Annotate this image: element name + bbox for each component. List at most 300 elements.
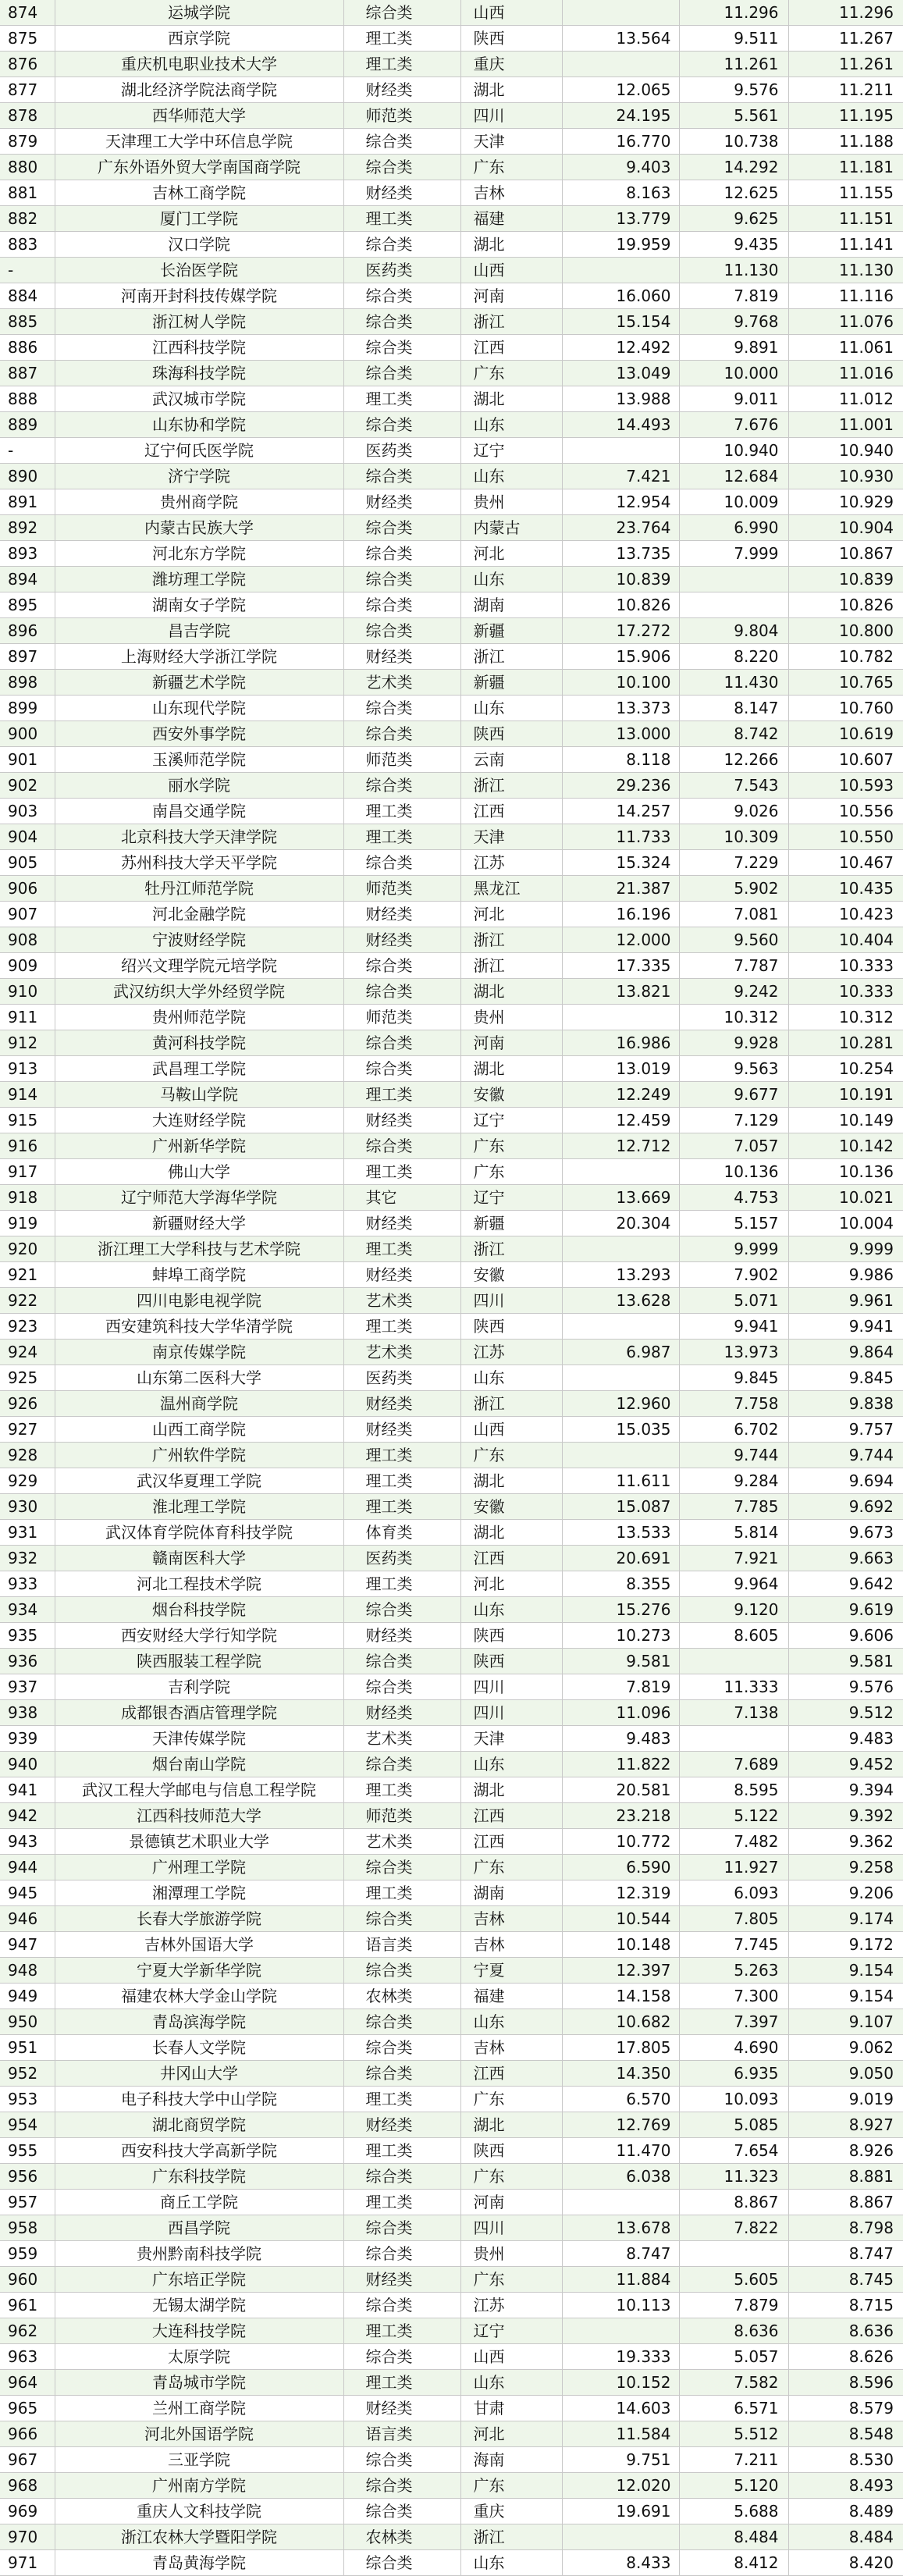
school-type-cell: 综合类 [343,155,460,180]
table-row [0,386,903,412]
school-name-cell: 贵州黔南科技学院 [55,2241,343,2267]
score-2-cell: 11.130 [679,258,788,283]
score-2-cell: 9.804 [679,618,788,644]
province-cell: 福建 [460,206,562,232]
table-row [0,1649,903,1674]
total-score-cell: 9.581 [788,1649,903,1674]
score-2-cell: 8.742 [679,721,788,747]
table-row [0,1005,903,1030]
rank-cell: 885 [0,309,55,335]
score-1-cell: 10.100 [562,670,679,696]
province-cell: 辽宁 [460,1108,562,1133]
rank-cell: 896 [0,618,55,644]
school-name-cell: 三亚学院 [55,2447,343,2473]
table-row [0,1468,903,1494]
province-cell: 浙江 [460,927,562,953]
school-name-cell: 河北外国语学院 [55,2421,343,2447]
school-name-cell: 广东外语外贸大学南国商学院 [55,155,343,180]
school-type-cell: 综合类 [343,2344,460,2370]
score-1-cell: 12.249 [562,1082,679,1108]
score-1-cell: 20.691 [562,1546,679,1571]
province-cell: 宁夏 [460,1958,562,1984]
rank-cell: 914 [0,1082,55,1108]
province-cell: 陕西 [460,1314,562,1340]
school-type-cell: 理工类 [343,26,460,52]
table-row [0,1520,903,1546]
province-cell: 湖北 [460,1056,562,1082]
total-score-cell: 11.296 [788,0,903,26]
school-type-cell: 财经类 [343,2396,460,2421]
school-type-cell: 财经类 [343,1108,460,1133]
total-score-cell: 10.142 [788,1133,903,1159]
rank-cell: 930 [0,1494,55,1520]
rank-cell: 935 [0,1623,55,1649]
score-2-cell: 6.702 [679,1417,788,1443]
province-cell: 江西 [460,1546,562,1571]
table-row [0,1958,903,1984]
school-type-cell: 理工类 [343,1314,460,1340]
table-row [0,1288,903,1314]
rank-cell: 936 [0,1649,55,1674]
school-name-cell: 北京科技大学天津学院 [55,824,343,850]
score-2-cell: 10.940 [679,438,788,464]
table-row [0,592,903,618]
province-cell: 福建 [460,1984,562,2009]
total-score-cell: 10.930 [788,464,903,489]
province-cell: 浙江 [460,309,562,335]
rank-cell: 921 [0,1262,55,1288]
school-type-cell: 医药类 [343,1365,460,1391]
total-score-cell: 8.579 [788,2396,903,2421]
school-name-cell: 商丘工学院 [55,2190,343,2215]
total-score-cell: 10.765 [788,670,903,696]
score-1-cell: 13.049 [562,361,679,386]
school-type-cell: 理工类 [343,206,460,232]
school-type-cell: 综合类 [343,1030,460,1056]
school-type-cell: 综合类 [343,0,460,26]
score-1-cell: 12.712 [562,1133,679,1159]
score-1-cell [562,2190,679,2215]
rank-cell: 922 [0,1288,55,1314]
table-row [0,1159,903,1185]
school-type-cell: 综合类 [343,1958,460,1984]
score-1-cell: 15.035 [562,1417,679,1443]
rank-cell: 879 [0,129,55,155]
score-1-cell: 13.669 [562,1185,679,1211]
score-2-cell: 11.296 [679,0,788,26]
total-score-cell: 9.961 [788,1288,903,1314]
province-cell: 四川 [460,2215,562,2241]
province-cell: 山东 [460,1365,562,1391]
school-name-cell: 绍兴文理学院元培学院 [55,953,343,979]
score-1-cell: 11.096 [562,1700,679,1726]
score-2-cell: 7.482 [679,1829,788,1855]
school-type-cell: 综合类 [343,2241,460,2267]
province-cell: 江西 [460,799,562,824]
table-row [0,1185,903,1211]
province-cell: 辽宁 [460,438,562,464]
table-row [0,155,903,180]
school-name-cell: 武汉纺织大学外经贸学院 [55,979,343,1005]
total-score-cell: 10.149 [788,1108,903,1133]
table-row [0,1082,903,1108]
school-type-cell: 综合类 [343,2215,460,2241]
score-2-cell: 8.412 [679,2550,788,2576]
rank-cell: 956 [0,2164,55,2190]
school-name-cell: 西华师范大学 [55,103,343,129]
total-score-cell: 9.663 [788,1546,903,1571]
school-type-cell: 理工类 [343,824,460,850]
total-score-cell: 10.312 [788,1005,903,1030]
province-cell: 天津 [460,1726,562,1752]
school-type-cell: 财经类 [343,1700,460,1726]
province-cell: 四川 [460,1700,562,1726]
table-row [0,1133,903,1159]
school-type-cell: 师范类 [343,747,460,773]
score-1-cell: 11.733 [562,824,679,850]
school-name-cell: 重庆机电职业技术大学 [55,52,343,77]
school-type-cell: 理工类 [343,1443,460,1468]
score-1-cell: 11.822 [562,1752,679,1777]
score-1-cell: 17.805 [562,2035,679,2061]
school-type-cell: 综合类 [343,953,460,979]
school-type-cell: 综合类 [343,696,460,721]
score-2-cell: 7.787 [679,953,788,979]
school-name-cell: 景德镇艺术职业大学 [55,1829,343,1855]
total-score-cell: 8.798 [788,2215,903,2241]
score-2-cell: 9.744 [679,1443,788,1468]
school-type-cell: 理工类 [343,799,460,824]
rank-cell: 919 [0,1211,55,1236]
province-cell: 湖北 [460,1520,562,1546]
table-row [0,489,903,515]
score-1-cell: 10.544 [562,1906,679,1932]
score-1-cell: 8.747 [562,2241,679,2267]
rank-cell: 963 [0,2344,55,2370]
rank-cell: 933 [0,1571,55,1597]
total-score-cell: 10.556 [788,799,903,824]
score-1-cell: 13.821 [562,979,679,1005]
school-type-cell: 艺术类 [343,1829,460,1855]
score-1-cell: 19.959 [562,232,679,258]
score-1-cell: 14.158 [562,1984,679,2009]
school-name-cell: 武汉工程大学邮电与信息工程学院 [55,1777,343,1803]
province-cell: 河南 [460,283,562,309]
rank-cell: 920 [0,1236,55,1262]
table-row [0,1443,903,1468]
province-cell: 山东 [460,2370,562,2396]
total-score-cell: 10.826 [788,592,903,618]
table-row [0,927,903,953]
rank-cell: 944 [0,1855,55,1880]
score-2-cell: 4.753 [679,1185,788,1211]
school-type-cell: 综合类 [343,618,460,644]
total-score-cell: 9.999 [788,1236,903,1262]
total-score-cell: 11.155 [788,180,903,206]
table-row [0,2164,903,2190]
score-1-cell: 15.087 [562,1494,679,1520]
school-name-cell: 长治医学院 [55,258,343,283]
score-2-cell: 5.512 [679,2421,788,2447]
total-score-cell: 9.452 [788,1752,903,1777]
score-2-cell: 7.543 [679,773,788,799]
score-1-cell: 13.628 [562,1288,679,1314]
school-type-cell: 其它 [343,1185,460,1211]
school-type-cell: 艺术类 [343,1288,460,1314]
score-1-cell [562,1443,679,1468]
rank-cell: 967 [0,2447,55,2473]
score-2-cell [679,567,788,592]
score-1-cell: 8.118 [562,747,679,773]
score-1-cell: 11.884 [562,2267,679,2293]
table-row [0,1571,903,1597]
total-score-cell: 10.333 [788,979,903,1005]
rank-cell: 940 [0,1752,55,1777]
score-1-cell [562,1005,679,1030]
province-cell: 山西 [460,0,562,26]
school-name-cell: 成都银杏酒店管理学院 [55,1700,343,1726]
rank-cell: 949 [0,1984,55,2009]
score-1-cell: 16.196 [562,902,679,927]
rank-cell: 899 [0,696,55,721]
score-1-cell: 13.564 [562,26,679,52]
rank-cell: 947 [0,1932,55,1958]
table-row [0,1674,903,1700]
score-2-cell: 5.814 [679,1520,788,1546]
score-1-cell: 13.988 [562,386,679,412]
table-row [0,2318,903,2344]
total-score-cell: 8.530 [788,2447,903,2473]
table-row [0,1777,903,1803]
score-2-cell: 7.300 [679,1984,788,2009]
score-1-cell: 9.751 [562,2447,679,2473]
table-row [0,438,903,464]
school-type-cell: 综合类 [343,2447,460,2473]
rank-cell: 971 [0,2550,55,2576]
province-cell: 四川 [460,103,562,129]
school-type-cell: 理工类 [343,1468,460,1494]
table-row [0,0,903,26]
score-1-cell: 23.764 [562,515,679,541]
school-type-cell: 医药类 [343,1546,460,1571]
rank-cell: 891 [0,489,55,515]
province-cell: 山东 [460,567,562,592]
score-2-cell: 9.845 [679,1365,788,1391]
score-2-cell: 7.785 [679,1494,788,1520]
total-score-cell: 8.548 [788,2421,903,2447]
school-type-cell: 理工类 [343,386,460,412]
rank-cell: 909 [0,953,55,979]
total-score-cell: 8.489 [788,2499,903,2524]
school-name-cell: 太原学院 [55,2344,343,2370]
score-2-cell: 5.122 [679,1803,788,1829]
school-name-cell: 淮北理工学院 [55,1494,343,1520]
score-2-cell: 6.935 [679,2061,788,2087]
score-1-cell: 7.819 [562,1674,679,1700]
province-cell: 河南 [460,1030,562,1056]
province-cell: 浙江 [460,2524,562,2550]
table-row [0,2524,903,2550]
score-1-cell: 20.304 [562,1211,679,1236]
rank-cell: 932 [0,1546,55,1571]
province-cell: 广东 [460,1159,562,1185]
table-row [0,1546,903,1571]
school-name-cell: 无锡太湖学院 [55,2293,343,2318]
school-type-cell: 综合类 [343,2164,460,2190]
total-score-cell: 8.926 [788,2138,903,2164]
province-cell: 贵州 [460,1005,562,1030]
score-2-cell: 6.990 [679,515,788,541]
rank-cell: 948 [0,1958,55,1984]
score-1-cell [562,2524,679,2550]
province-cell: 广东 [460,1443,562,1468]
score-2-cell: 9.284 [679,1468,788,1494]
table-row [0,77,903,103]
table-row [0,1391,903,1417]
total-score-cell: 9.107 [788,2009,903,2035]
score-2-cell: 7.999 [679,541,788,567]
score-2-cell: 7.676 [679,412,788,438]
school-type-cell: 医药类 [343,438,460,464]
score-2-cell: 12.684 [679,464,788,489]
total-score-cell: 11.261 [788,52,903,77]
school-name-cell: 山西工商学院 [55,1417,343,1443]
school-name-cell: 内蒙古民族大学 [55,515,343,541]
score-2-cell: 7.397 [679,2009,788,2035]
rank-cell: 966 [0,2421,55,2447]
school-name-cell: 福建农林大学金山学院 [55,1984,343,2009]
total-score-cell: 9.642 [788,1571,903,1597]
school-type-cell: 师范类 [343,1803,460,1829]
total-score-cell: 9.673 [788,1520,903,1546]
rank-cell: 915 [0,1108,55,1133]
rank-cell: 916 [0,1133,55,1159]
rank-cell: 938 [0,1700,55,1726]
province-cell: 云南 [460,747,562,773]
table-row [0,1211,903,1236]
school-type-cell: 理工类 [343,52,460,77]
score-2-cell: 5.902 [679,876,788,902]
school-name-cell: 辽宁何氏医学院 [55,438,343,464]
table-row [0,2087,903,2112]
score-2-cell: 10.136 [679,1159,788,1185]
score-1-cell: 8.355 [562,1571,679,1597]
score-2-cell: 8.595 [679,1777,788,1803]
table-row [0,1365,903,1391]
school-name-cell: 浙江理工大学科技与艺术学院 [55,1236,343,1262]
score-1-cell: 21.387 [562,876,679,902]
rank-cell: 945 [0,1880,55,1906]
total-score-cell: 8.484 [788,2524,903,2550]
table-row [0,335,903,361]
score-1-cell: 6.590 [562,1855,679,1880]
school-type-cell: 综合类 [343,2009,460,2035]
table-row [0,2370,903,2396]
school-name-cell: 广州理工学院 [55,1855,343,1880]
province-cell: 重庆 [460,52,562,77]
score-1-cell [562,1365,679,1391]
school-name-cell: 丽水学院 [55,773,343,799]
school-type-cell: 综合类 [343,412,460,438]
province-cell: 湖南 [460,1880,562,1906]
score-1-cell [562,438,679,464]
school-type-cell: 综合类 [343,515,460,541]
score-2-cell: 9.576 [679,77,788,103]
province-cell: 浙江 [460,1236,562,1262]
rank-cell: 926 [0,1391,55,1417]
table-row [0,2061,903,2087]
score-2-cell: 7.582 [679,2370,788,2396]
score-2-cell: 13.973 [679,1340,788,1365]
rank-cell: 953 [0,2087,55,2112]
school-name-cell: 武汉华夏理工学院 [55,1468,343,1494]
school-name-cell: 辽宁师范大学海华学院 [55,1185,343,1211]
rank-cell: 937 [0,1674,55,1700]
school-type-cell: 理工类 [343,2087,460,2112]
score-2-cell: 7.229 [679,850,788,876]
province-cell: 海南 [460,2447,562,2473]
rank-cell: 898 [0,670,55,696]
score-2-cell: 7.654 [679,2138,788,2164]
province-cell: 浙江 [460,644,562,670]
province-cell: 四川 [460,1674,562,1700]
school-type-cell: 财经类 [343,1262,460,1288]
table-row [0,541,903,567]
score-1-cell [562,2318,679,2344]
score-2-cell: 5.120 [679,2473,788,2499]
school-name-cell: 吉林工商学院 [55,180,343,206]
school-type-cell: 医药类 [343,258,460,283]
total-score-cell: 10.619 [788,721,903,747]
score-1-cell: 12.769 [562,2112,679,2138]
school-name-cell: 陕西服装工程学院 [55,1649,343,1674]
table-row [0,644,903,670]
province-cell: 湖北 [460,2112,562,2138]
school-name-cell: 山东第二医科大学 [55,1365,343,1391]
total-score-cell: 10.550 [788,824,903,850]
school-name-cell: 广州南方学院 [55,2473,343,2499]
total-score-cell: 9.606 [788,1623,903,1649]
province-cell: 陕西 [460,1623,562,1649]
score-1-cell: 17.272 [562,618,679,644]
school-name-cell: 青岛城市学院 [55,2370,343,2396]
school-name-cell: 兰州工商学院 [55,2396,343,2421]
score-2-cell: 10.738 [679,129,788,155]
score-1-cell: 14.493 [562,412,679,438]
rank-cell: 889 [0,412,55,438]
province-cell: 山东 [460,696,562,721]
total-score-cell: 11.076 [788,309,903,335]
score-2-cell: 7.057 [679,1133,788,1159]
table-row [0,2293,903,2318]
table-row [0,2241,903,2267]
total-score-cell: 11.141 [788,232,903,258]
total-score-cell: 9.258 [788,1855,903,1880]
table-row [0,2190,903,2215]
score-1-cell: 10.682 [562,2009,679,2035]
rank-cell: 906 [0,876,55,902]
table-row [0,52,903,77]
rank-cell: 934 [0,1597,55,1623]
score-2-cell: 7.689 [679,1752,788,1777]
school-name-cell: 西安财经大学行知学院 [55,1623,343,1649]
table-row [0,2421,903,2447]
school-type-cell: 农林类 [343,1984,460,2009]
score-2-cell: 10.312 [679,1005,788,1030]
province-cell: 辽宁 [460,1185,562,1211]
school-type-cell: 财经类 [343,489,460,515]
table-row [0,1056,903,1082]
